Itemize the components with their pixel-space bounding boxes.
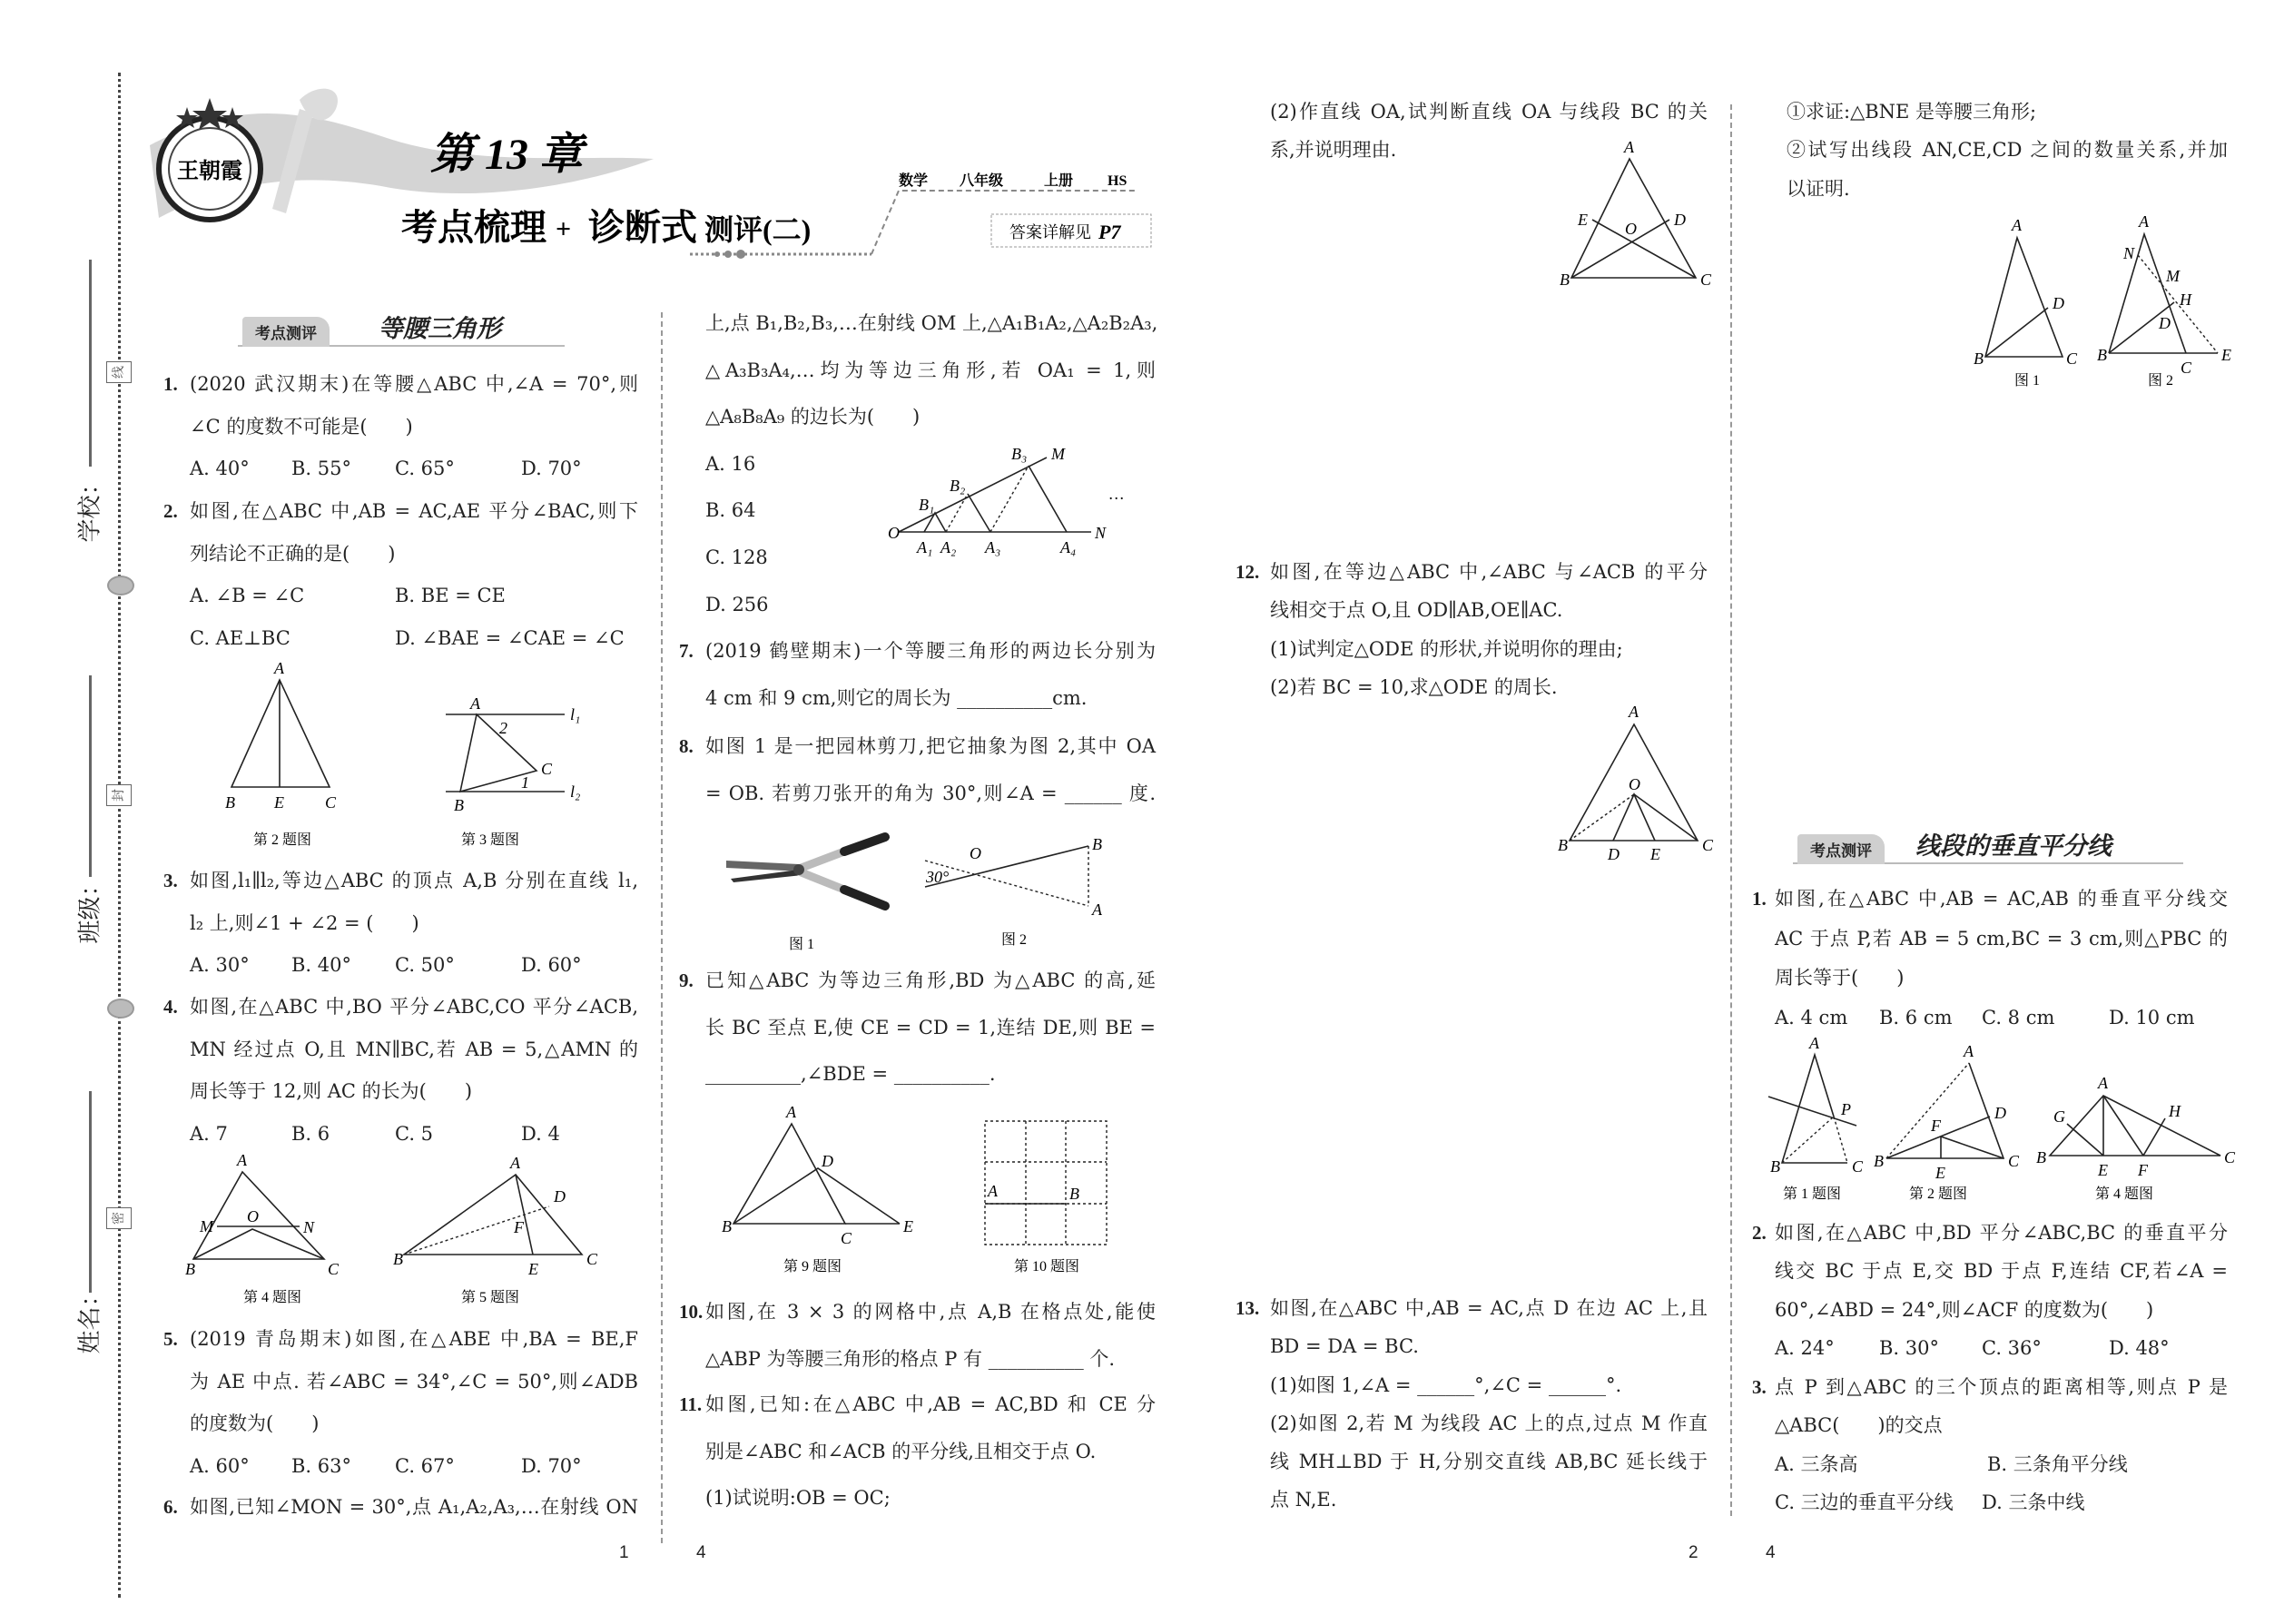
page-number: 1 [619, 1543, 629, 1562]
question-1: 1. (2020 武汉期末)在等腰△ABC 中,∠A = 70°,则 ∠C 的度数不可能是( ) A. 40° B. 55° C. 65° D. 70° [163, 363, 638, 490]
question-line: 点 N,E. [1270, 1489, 1337, 1511]
figure-caption: 第 9 题图 [783, 1259, 842, 1275]
option-c: C. 8 cm [1982, 1006, 2055, 1029]
question-line: 系,并说明理由. [1270, 139, 1397, 162]
question-line: ①求证:△BNE 是等腰三角形; [1787, 101, 2037, 123]
header-decoration [0, 0, 1180, 290]
svg-text:E: E [1578, 211, 1588, 229]
svg-text:D: D [1608, 845, 1620, 863]
question-5: 5. (2019 青岛期末)如图,在△ABE 中,BA = BE,F 为 AE 中点. 若∠ABC = 34°,∠C = 50°,则∠ADB 的度数为( ) A. 60° B. 63° C. 67° D. 70° [163, 1318, 638, 1487]
figure-caption: 图 2 [2147, 373, 2174, 389]
section-title: 等腰三角形 [379, 315, 501, 343]
figure-q13-2 [2097, 212, 2231, 389]
option-c: C. 5 [395, 1122, 434, 1145]
figure-q9 [722, 1103, 913, 1275]
question-line: BD = DA = BC. [1270, 1335, 1419, 1358]
question-line: 如图,在等边△ABC 中,∠ABC 与∠ACB 的平分 [1270, 561, 1708, 583]
meta-volume: 上册 [1044, 173, 1074, 189]
svg-text:2: 2 [499, 719, 507, 737]
question-line: 如图,在△ABC 中,AB = AC,点 D 在边 AC 上,且 [1270, 1297, 1708, 1319]
figure-q3 [446, 694, 580, 848]
question-line: (1)如图 1,∠A = ______°,∠C = ______°. [1270, 1373, 1622, 1396]
figure-q10-grid [985, 1121, 1107, 1275]
question-line: 线交 BC 于点 E,交 BD 于点 F,连结 CF,若∠A = [1775, 1260, 2228, 1283]
option-d: D. 70° [521, 1454, 582, 1477]
question-7: 7. (2019 鹤壁期末)一个等腰三角形的两边长分别为 4 cm 和 9 cm,则它的周长为 __________cm. [679, 628, 1156, 722]
svg-text:C: C [2008, 1152, 2020, 1170]
figure-q5 [393, 1154, 598, 1305]
name-label: 姓名： [76, 1283, 104, 1354]
column-divider [1730, 104, 1732, 1516]
option-c: C. 128 [705, 546, 768, 568]
figure-q8-shears [726, 837, 885, 952]
question-line: (2)作直线 OA,试判断直线 OA 与线段 BC 的关 [1270, 101, 1708, 123]
question-line: l₂ 上,则∠1 + ∠2 = ( ) [190, 911, 419, 934]
question-line: △A₈B₈A₉ 的边长为( ) [705, 406, 921, 428]
svg-text:A: A [1624, 138, 1634, 156]
dots-decoration [714, 250, 745, 259]
svg-text:+: + [556, 214, 572, 244]
svg-text:B: B [722, 1217, 732, 1235]
question-line: 周长等于( ) [1775, 967, 1905, 989]
svg-text:D: D [822, 1152, 833, 1170]
svg-text:F: F [514, 1218, 524, 1236]
option-a: A. 30° [190, 954, 250, 976]
section-title: 线段的垂直平分线 [1915, 832, 2112, 861]
option-b: B. 64 [705, 499, 756, 522]
svg-text:A: A [510, 1154, 520, 1172]
question-line: 别是∠ABC 和∠ACB 的平分线,且相交于点 O. [705, 1440, 1097, 1462]
svg-text:B: B [1770, 1157, 1780, 1176]
class-label: 班级： [76, 872, 104, 944]
option-d: D. 三条中线 [1982, 1491, 2085, 1514]
option-a: A. 4 cm [1775, 1006, 1848, 1029]
school-underline [89, 260, 92, 467]
seal-mark-feng: 封 [106, 784, 132, 806]
svg-text:…: … [1109, 485, 1125, 503]
option-d: D. 70° [521, 458, 582, 479]
figure-perp-1 [1768, 1034, 1864, 1202]
svg-text:A₂: A₂ [940, 538, 957, 556]
option-c: C. 50° [395, 954, 455, 976]
question-line: 如图,在 3 × 3 的网格中,点 A,B 在格点处,能使 [705, 1301, 1156, 1323]
question-line: ∠C 的度数不可能是( ) [190, 415, 413, 438]
question-13-continued [1787, 93, 2228, 208]
svg-text:C: C [1702, 836, 1714, 854]
option-a: A. 24° [1775, 1337, 1835, 1360]
figure-caption: 第 2 题图 [252, 832, 312, 848]
question-line: 线 MH⊥BD 于 H,分别交直线 AB,BC 延长线于 [1270, 1451, 1708, 1473]
svg-text:A: A [237, 1151, 247, 1169]
figure-caption: 第 5 题图 [460, 1290, 520, 1305]
question-11: 11. 如图,已知:在△ABC 中,AB = AC,BD 和 CE 分 别是∠ABC 和∠ACB 的平分线,且相交于点 O. (1)试说明:OB = OC; [679, 1382, 1156, 1522]
figure-q12 [1558, 703, 1714, 863]
svg-text:C: C [841, 1229, 852, 1247]
svg-text:A₃: A₃ [985, 538, 1001, 556]
svg-text:A: A [470, 694, 480, 713]
option-c: C. 三边的垂直平分线 [1775, 1491, 1954, 1514]
option-b: B. 6 cm [1879, 1006, 1953, 1029]
column-divider [661, 312, 663, 1543]
svg-text:A: A [2098, 1074, 2108, 1092]
svg-text:E: E [274, 793, 284, 812]
svg-text:A: A [1964, 1042, 1974, 1060]
question-line: 如图,在△ABC 中,BO 平分∠ABC,CO 平分∠ACB, [190, 996, 638, 1018]
figure-caption: 第 3 题图 [460, 832, 520, 848]
question-2: 2. 如图,在△ABC 中,AB = AC,AE 平分∠BAC,则下 列结论不正确的是( ) A. ∠B = ∠C B. BE = CE C. AE⊥BC D. ∠BAE = ∠CAE = ∠C [163, 490, 638, 659]
question-4: 4. 如图,在△ABC 中,BO 平分∠ABC,CO 平分∠ACB, MN 经过点 O,且 MN∥BC,若 AB = 5,△AMN 的 周长等于 12,则 AC 的长为( ) A. 7 B. 6 C. 5 D. 4 [163, 986, 638, 1155]
svg-text:C: C [2181, 359, 2192, 377]
svg-text:C: C [1852, 1157, 1864, 1176]
question-3: 3. 如图,l₁∥l₂,等边△ABC 的顶点 A,B 分别在直线 l₁, l₂ 上,则∠1 + ∠2 = ( ) A. 30° B. 40° C. 50° D. 60° [163, 860, 638, 987]
option-b: B. 40° [291, 954, 352, 976]
svg-text:C: C [328, 1260, 340, 1278]
svg-text:F: F [2138, 1161, 2148, 1179]
svg-text:O: O [1629, 775, 1640, 793]
binding-hole-icon [107, 576, 134, 595]
question-12: 12. 如图,在等边△ABC 中,∠ABC 与∠ACB 的平分 线相交于点 O,且 OD∥AB,OE∥AC. (1)试判定△ODE 的形状,并说明你的理由; (2)若 BC = 10,求△ODE 的周长. [1236, 553, 1708, 706]
svg-text:C: C [1700, 271, 1712, 289]
question-line: 线相交于点 O,且 OD∥AB,OE∥AC. [1270, 599, 1563, 622]
figure-caption: 第 4 题图 [242, 1290, 302, 1305]
option-c: C. 65° [395, 458, 455, 479]
svg-text:F: F [1931, 1117, 1941, 1135]
question-line: 长 BC 至点 E,使 CE = CD = 1,连结 DE,则 BE = [705, 1016, 1156, 1038]
svg-text:E: E [903, 1217, 913, 1235]
option-c: C. 67° [395, 1454, 455, 1477]
question-line: 周长等于 12,则 AC 的长为( ) [190, 1080, 473, 1102]
option-a: A. 三条高 [1775, 1452, 1858, 1475]
svg-text:C: C [325, 793, 337, 812]
page-number: 4 [696, 1543, 706, 1562]
perp-question-3: 3. 点 P 到△ABC 的三个顶点的距离相等,则点 P 是 △ABC( )的交点 A. 三条高 B. 三条角平分线 C. 三边的垂直平分线 D. 三条中线 [1752, 1368, 2228, 1522]
section-tag: 考点测评 [1797, 834, 1885, 864]
option-d: D. 4 [521, 1122, 560, 1145]
svg-text:测评(二): 测评(二) [704, 213, 812, 246]
svg-text:B₂: B₂ [950, 477, 966, 495]
svg-text:A: A [2139, 212, 2149, 231]
svg-text:B: B [454, 796, 464, 814]
svg-text:E: E [1650, 845, 1660, 863]
question-line: 的度数为( ) [190, 1412, 320, 1434]
question-line: AC 于点 P,若 AB = 5 cm,BC = 3 cm,则△PBC 的 [1775, 927, 2228, 950]
question-line: △ABP 为等腰三角形的格点 P 有 __________ 个. [705, 1347, 1116, 1370]
svg-text:A: A [2012, 216, 2022, 234]
svg-text:诊断式: 诊断式 [588, 207, 697, 248]
svg-text:B₁: B₁ [919, 496, 935, 514]
svg-text:A: A [1629, 703, 1639, 721]
chapter-title: 第 13 章 [430, 131, 584, 179]
seal-mark-mi: 密 [106, 1207, 132, 1229]
svg-text:D: D [2159, 314, 2171, 332]
svg-text:B: B [225, 793, 235, 812]
svg-text:A: A [988, 1182, 998, 1200]
svg-text:D: D [554, 1187, 566, 1206]
option-b: B. 三条角平分线 [1987, 1452, 2128, 1475]
option-c: C. AE⊥BC [190, 626, 290, 649]
svg-text:A: A [1809, 1034, 1819, 1052]
svg-text:E: E [1935, 1164, 1945, 1182]
meta-grade: 八年级 [960, 173, 1004, 189]
svg-text:B: B [1092, 835, 1102, 853]
svg-text:B₃: B₃ [1011, 445, 1028, 463]
book-meta [899, 172, 1127, 189]
svg-text:H: H [2169, 1102, 2181, 1120]
blade-icon [731, 870, 802, 882]
svg-text:D: D [1994, 1104, 2006, 1122]
question-line: 如图,已知:在△ABC 中,AB = AC,BD 和 CE 分 [705, 1393, 1156, 1415]
svg-text:N: N [303, 1218, 315, 1236]
option-d: D. 48° [2109, 1337, 2170, 1360]
question-line: 为 AE 中点. 若∠ABC = 34°,∠C = 50°,则∠ADB [190, 1370, 638, 1393]
svg-text:M: M [200, 1217, 213, 1235]
question-line: 4 cm 和 9 cm,则它的周长为 __________cm. [705, 686, 1088, 709]
option-d: D. 10 cm [2109, 1006, 2195, 1029]
option-d: D. ∠BAE = ∠CAE = ∠C [395, 626, 625, 649]
svg-text:O: O [970, 844, 981, 862]
figure-caption: 第 1 题图 [1782, 1186, 1842, 1202]
svg-text:O: O [1625, 220, 1637, 238]
perp-question-2: 2. 如图,在△ABC 中,BD 平分∠ABC,BC 的垂直平分 线交 BC 于点 E,交 BD 于点 F,连结 CF,若∠A = 60°,∠ABD = 24°,则∠ACF 的度数为( ) A. 24° B. 30° C. 36° D. 48° [1752, 1214, 2228, 1368]
question-line: (1)试判定△ODE 的形状,并说明你的理由; [1270, 637, 1623, 660]
svg-text:A: A [1092, 901, 1102, 919]
svg-text:C: C [2224, 1148, 2236, 1166]
svg-text:B: B [393, 1250, 403, 1268]
question-6: 6. 如图,已知∠MON = 30°,点 A₁,A₂,A₃,…在射线 ON [163, 1486, 638, 1529]
question-line: (2019 青岛期末)如图,在△ABE 中,BA = BE,F [190, 1328, 638, 1350]
question-line: 以证明. [1787, 177, 1850, 200]
figure-caption: 第 2 题图 [1908, 1186, 1968, 1202]
svg-text:C: C [541, 760, 553, 778]
svg-text:A: A [274, 659, 284, 677]
question-line: △A₃B₃A₄,…均为等边三角形,若 OA₁ = 1,则 [705, 359, 1156, 381]
question-line: MN 经过点 O,且 MN∥BC,若 AB = 5,△AMN 的 [190, 1038, 638, 1060]
question-line: = OB. 若剪刀张开的角为 30°,则∠A = ______ 度. [705, 782, 1156, 804]
meta-edition: HS [1108, 173, 1127, 189]
figure-q13-1 [1974, 216, 2078, 389]
question-line: __________,∠BDE = __________. [705, 1063, 996, 1086]
question-line: 上,点 B₁,B₂,B₃,…在射线 OM 上,△A₁B₁A₂,△A₂B₂A₃, [705, 312, 1158, 334]
question-11-continued [1236, 93, 1708, 170]
question-line: 点 P 到△ABC 的三个顶点的距离相等,则点 P 是 [1775, 1376, 2228, 1398]
svg-text:N: N [2123, 244, 2135, 262]
svg-text:30°: 30° [926, 868, 950, 886]
svg-text:B: B [2097, 346, 2107, 364]
answer-ref-page: P7 [1098, 221, 1121, 243]
answer-ref-text: 答案详解见 [1009, 223, 1091, 241]
svg-text:N: N [1095, 524, 1107, 542]
question-line: (2019 鹤壁期末)一个等腰三角形的两边长分别为 [705, 640, 1156, 662]
question-line: (2020 武汉期末)在等腰△ABC 中,∠A = 70°,则 [190, 373, 638, 395]
question-line: 已知△ABC 为等边三角形,BD 为△ABC 的高,延 [705, 969, 1156, 991]
svg-text:A₁: A₁ [917, 538, 933, 556]
svg-text:E: E [528, 1260, 538, 1278]
question-10: 10. 如图,在 3 × 3 的网格中,点 A,B 在格点处,能使 △ABP 为等腰三角形的格点 P 有 __________ 个. [679, 1289, 1156, 1383]
svg-text:O: O [247, 1207, 259, 1225]
svg-text:E: E [2098, 1161, 2108, 1179]
option-c: C. 36° [1982, 1337, 2042, 1360]
svg-text:O: O [888, 524, 900, 542]
question-line: 如图,在△ABC 中,AB = AC,AE 平分∠BAC,则下 [190, 500, 638, 522]
option-a: A. 16 [705, 452, 756, 475]
svg-text:H: H [2180, 290, 2191, 309]
svg-text:A: A [786, 1103, 796, 1121]
option-d: D. 60° [521, 954, 582, 976]
svg-text:P: P [1841, 1100, 1851, 1118]
question-line: △ABC( )的交点 [1775, 1414, 1943, 1437]
figure-q2 [225, 659, 337, 848]
class-underline [89, 675, 92, 877]
option-b: B. 30° [1879, 1337, 1940, 1360]
name-underline [89, 1091, 92, 1293]
subtitle [401, 207, 811, 248]
question-line: ②试写出线段 AN,CE,CD 之间的数量关系,并加 [1787, 139, 2228, 162]
svg-text:C: C [586, 1250, 598, 1268]
question-line: 60°,∠ABD = 24°,则∠ACF 的度数为( ) [1775, 1298, 2154, 1321]
meta-subject: 数学 [899, 173, 929, 189]
svg-text:B: B [1874, 1152, 1884, 1170]
question-line: (2)若 BC = 10,求△ODE 的周长. [1270, 675, 1558, 698]
figure-caption: 图 1 [788, 937, 815, 952]
svg-text:B: B [1974, 349, 1984, 368]
svg-text:M: M [2166, 267, 2180, 285]
figure-q8-diagram [925, 835, 1103, 948]
svg-text:D: D [2053, 294, 2064, 312]
option-b: B. BE = CE [395, 585, 506, 606]
svg-text:D: D [1674, 211, 1686, 229]
logo-text: 王朝霞 [177, 160, 242, 183]
question-8: 8. 如图 1 是一把园林剪刀,把它抽象为图 2,其中 OA = OB. 若剪刀张开的角为 30°,则∠A = ______ 度. [679, 723, 1156, 817]
question-line: (1)试说明:OB = OC; [705, 1487, 891, 1510]
question-line: 如图,l₁∥l₂,等边△ABC 的顶点 A,B 分别在直线 l₁, [190, 870, 638, 891]
seal-mark-xian: 线 [106, 361, 132, 383]
question-line: 如图,已知∠MON = 30°,点 A₁,A₂,A₃,…在射线 ON [190, 1496, 638, 1518]
option-b: B. 63° [291, 1454, 352, 1477]
question-line: (2)如图 2,若 M 为线段 AC 上的点,过点 M 作直 [1270, 1412, 1708, 1434]
question-line: 如图 1 是一把园林剪刀,把它抽象为图 2,其中 OA [705, 735, 1156, 757]
question-line: 如图,在△ABC 中,BD 平分∠ABC,BC 的垂直平分 [1775, 1222, 2228, 1244]
question-9: 9. 已知△ABC 为等边三角形,BD 为△ABC 的高,延 长 BC 至点 E,使 CE = CD = 1,连结 DE,则 BE = __________,∠BDE = __________. [679, 958, 1156, 1098]
question-line: 列结论不正确的是( ) [190, 542, 396, 565]
figure-perp-4 [2036, 1074, 2236, 1202]
blade-icon [726, 861, 803, 871]
svg-text:B: B [2036, 1148, 2046, 1166]
svg-text:E: E [2221, 346, 2231, 364]
option-a: A. ∠B = ∠C [190, 585, 305, 606]
svg-text:B: B [1558, 836, 1568, 854]
svg-text:l₂: l₂ [570, 782, 581, 801]
page-number: 4 [1766, 1543, 1776, 1562]
svg-text:考点梳理: 考点梳理 [401, 207, 546, 248]
figure-caption: 图 1 [2013, 373, 2041, 389]
school-label: 学校： [76, 471, 104, 543]
page-number: 2 [1689, 1543, 1698, 1562]
figure-caption: 第 10 题图 [1013, 1259, 1080, 1275]
figure-caption: 图 2 [1000, 932, 1028, 948]
svg-text:B: B [1560, 271, 1570, 289]
svg-text:G: G [2053, 1107, 2065, 1126]
question-line: 如图,在△ABC 中,AB = AC,AB 的垂直平分线交 [1775, 888, 2228, 910]
svg-text:B: B [1069, 1185, 1079, 1203]
section-tag: 考点测评 [242, 317, 330, 347]
option-b: B. 6 [291, 1122, 330, 1145]
option-a: A. 40° [190, 458, 250, 479]
question-13: 13. 如图,在△ABC 中,AB = AC,点 D 在边 AC 上,且 BD = DA = BC. (1)如图 1,∠A = ______°,∠C = ______°. (2)如图 2,若 M 为线段 AC 上的点,过点 M 作直 线 MH⊥BD 于 H,分别交直线 AB,BC 延长线于 点 N,E. [1236, 1289, 1708, 1520]
option-a: A. 60° [190, 1454, 250, 1477]
svg-text:l₁: l₁ [570, 705, 581, 723]
perp-question-1: 1. 如图,在△ABC 中,AB = AC,AB 的垂直平分线交 AC 于点 P,若 AB = 5 cm,BC = 3 cm,则△PBC 的 周长等于( ) A. 4 cm B. 6 cm C. 8 cm D. 10 cm [1752, 880, 2228, 1038]
svg-text:C: C [2066, 349, 2078, 368]
binding-dotted-line [118, 73, 121, 1598]
figure-caption: 第 4 题图 [2094, 1186, 2154, 1202]
svg-text:A₄: A₄ [1060, 538, 1077, 556]
figure-perp-2 [1874, 1042, 2020, 1202]
binding-hole-icon [107, 999, 134, 1019]
svg-text:M: M [1051, 445, 1065, 463]
option-b: B. 55° [291, 458, 352, 479]
svg-text:1: 1 [521, 773, 529, 792]
option-a: A. 7 [190, 1122, 228, 1145]
option-d: D. 256 [705, 593, 769, 615]
figure-q4 [185, 1151, 340, 1305]
question-6-continued [679, 300, 1156, 628]
svg-text:B: B [185, 1260, 195, 1278]
